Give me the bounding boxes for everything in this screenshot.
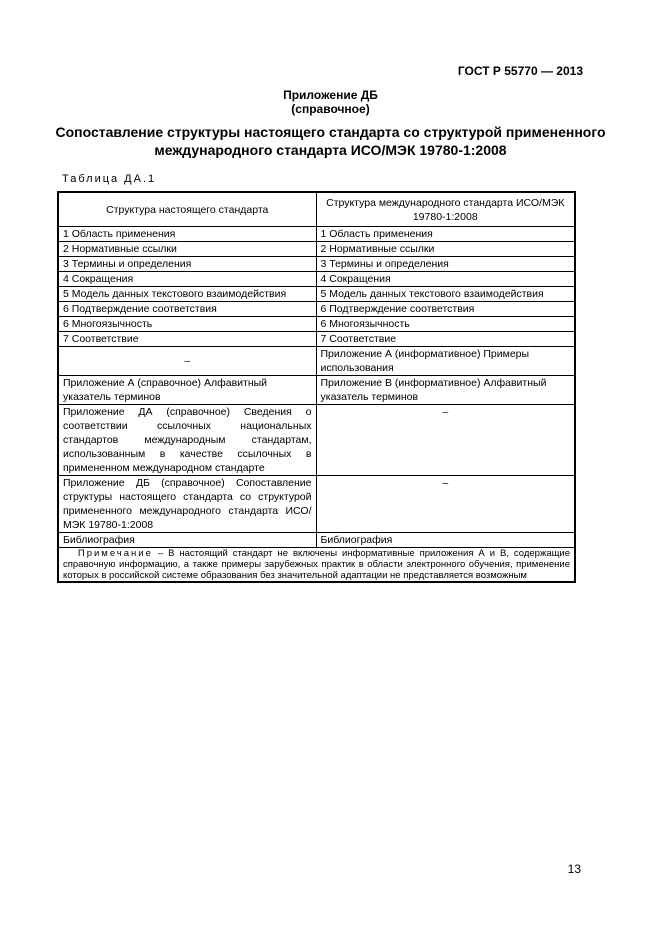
table-cell: 2 Нормативные ссылки [58, 242, 316, 257]
annex-title-block [0, 88, 661, 116]
annex-heading: Сопоставление структуры настоящего стандарта со структурой примененного международного стандарта ИСО/МЭК 19780-1:2008 [55, 124, 606, 158]
table-cell: – [316, 476, 575, 533]
table-cell: 3 Термины и определения [316, 257, 575, 272]
column-header-national: Структура настоящего стандарта [58, 192, 316, 227]
table-cell: Приложение А (справочное) Алфавитный указатель терминов [58, 376, 316, 405]
table-row [58, 287, 575, 302]
table-header-row [58, 192, 575, 227]
table-cell: 6 Многоязычность [58, 317, 316, 332]
table-row [58, 347, 575, 376]
note-text: – В настоящий стандарт не включены информативные приложения А и В, содержащие справочную информацию, а также примеры зарубежных практик в области электронного обучения, применение которых в российской системе образования без значительной адаптации не представляется возможным [63, 548, 571, 581]
page-number: 13 [567, 862, 581, 876]
table-row [58, 332, 575, 347]
table-cell: Приложение В (информативное) Алфавитный указатель терминов [316, 376, 575, 405]
comparison-table [57, 191, 576, 583]
table-row [58, 405, 575, 476]
table-cell: Приложение А (информативное) Примеры использования [316, 347, 575, 376]
table-row [58, 242, 575, 257]
table-row [58, 376, 575, 405]
table-row [58, 302, 575, 317]
table-row [58, 533, 575, 548]
table-cell: 5 Модель данных текстового взаимодействия [316, 287, 575, 302]
table-cell: 3 Термины и определения [58, 257, 316, 272]
table-cell: 6 Подтверждение соответствия [58, 302, 316, 317]
table-row [58, 227, 575, 242]
table-cell: 6 Многоязычность [316, 317, 575, 332]
table-row [58, 257, 575, 272]
annex-title: Приложение ДБ [283, 88, 378, 102]
table-cell: – [58, 347, 316, 376]
table-cell: 4 Сокращения [58, 272, 316, 287]
table-note-row [58, 548, 575, 583]
note-label: Примечание [77, 548, 153, 559]
table-cell: 7 Соответствие [58, 332, 316, 347]
table-row [58, 317, 575, 332]
table-cell: 1 Область применения [316, 227, 575, 242]
annex-subtitle: (справочное) [291, 102, 370, 116]
table-row [58, 476, 575, 533]
table-row [58, 272, 575, 287]
table-cell: – [316, 405, 575, 476]
table-cell: Приложение ДБ (справочное) Сопоставление структуры настоящего стандарта со структурой примененного международного стандарта ИСО/МЭК 19780-1:2008 [58, 476, 316, 533]
column-header-international: Структура международного стандарта ИСО/МЭК 19780-1:2008 [316, 192, 575, 227]
document-code: ГОСТ Р 55770 — 2013 [457, 64, 583, 78]
table-cell: Библиография [316, 533, 575, 548]
table-cell: 1 Область применения [58, 227, 316, 242]
table-label-text: Таблица ДА.1 [62, 173, 157, 185]
table-cell: Приложение ДА (справочное) Сведения о соответствии ссылочных национальных стандартов международным стандартам, использованным в качестве ссылочных в примененном международном стандарте [58, 405, 316, 476]
table-cell: 7 Соответствие [316, 332, 575, 347]
table-note [58, 548, 575, 583]
table-cell: 5 Модель данных текстового взаимодействия [58, 287, 316, 302]
table-cell: 4 Сокращения [316, 272, 575, 287]
table-label [62, 173, 156, 185]
table-cell: 2 Нормативные ссылки [316, 242, 575, 257]
table-cell: 6 Подтверждение соответствия [316, 302, 575, 317]
table-cell: Библиография [58, 533, 316, 548]
